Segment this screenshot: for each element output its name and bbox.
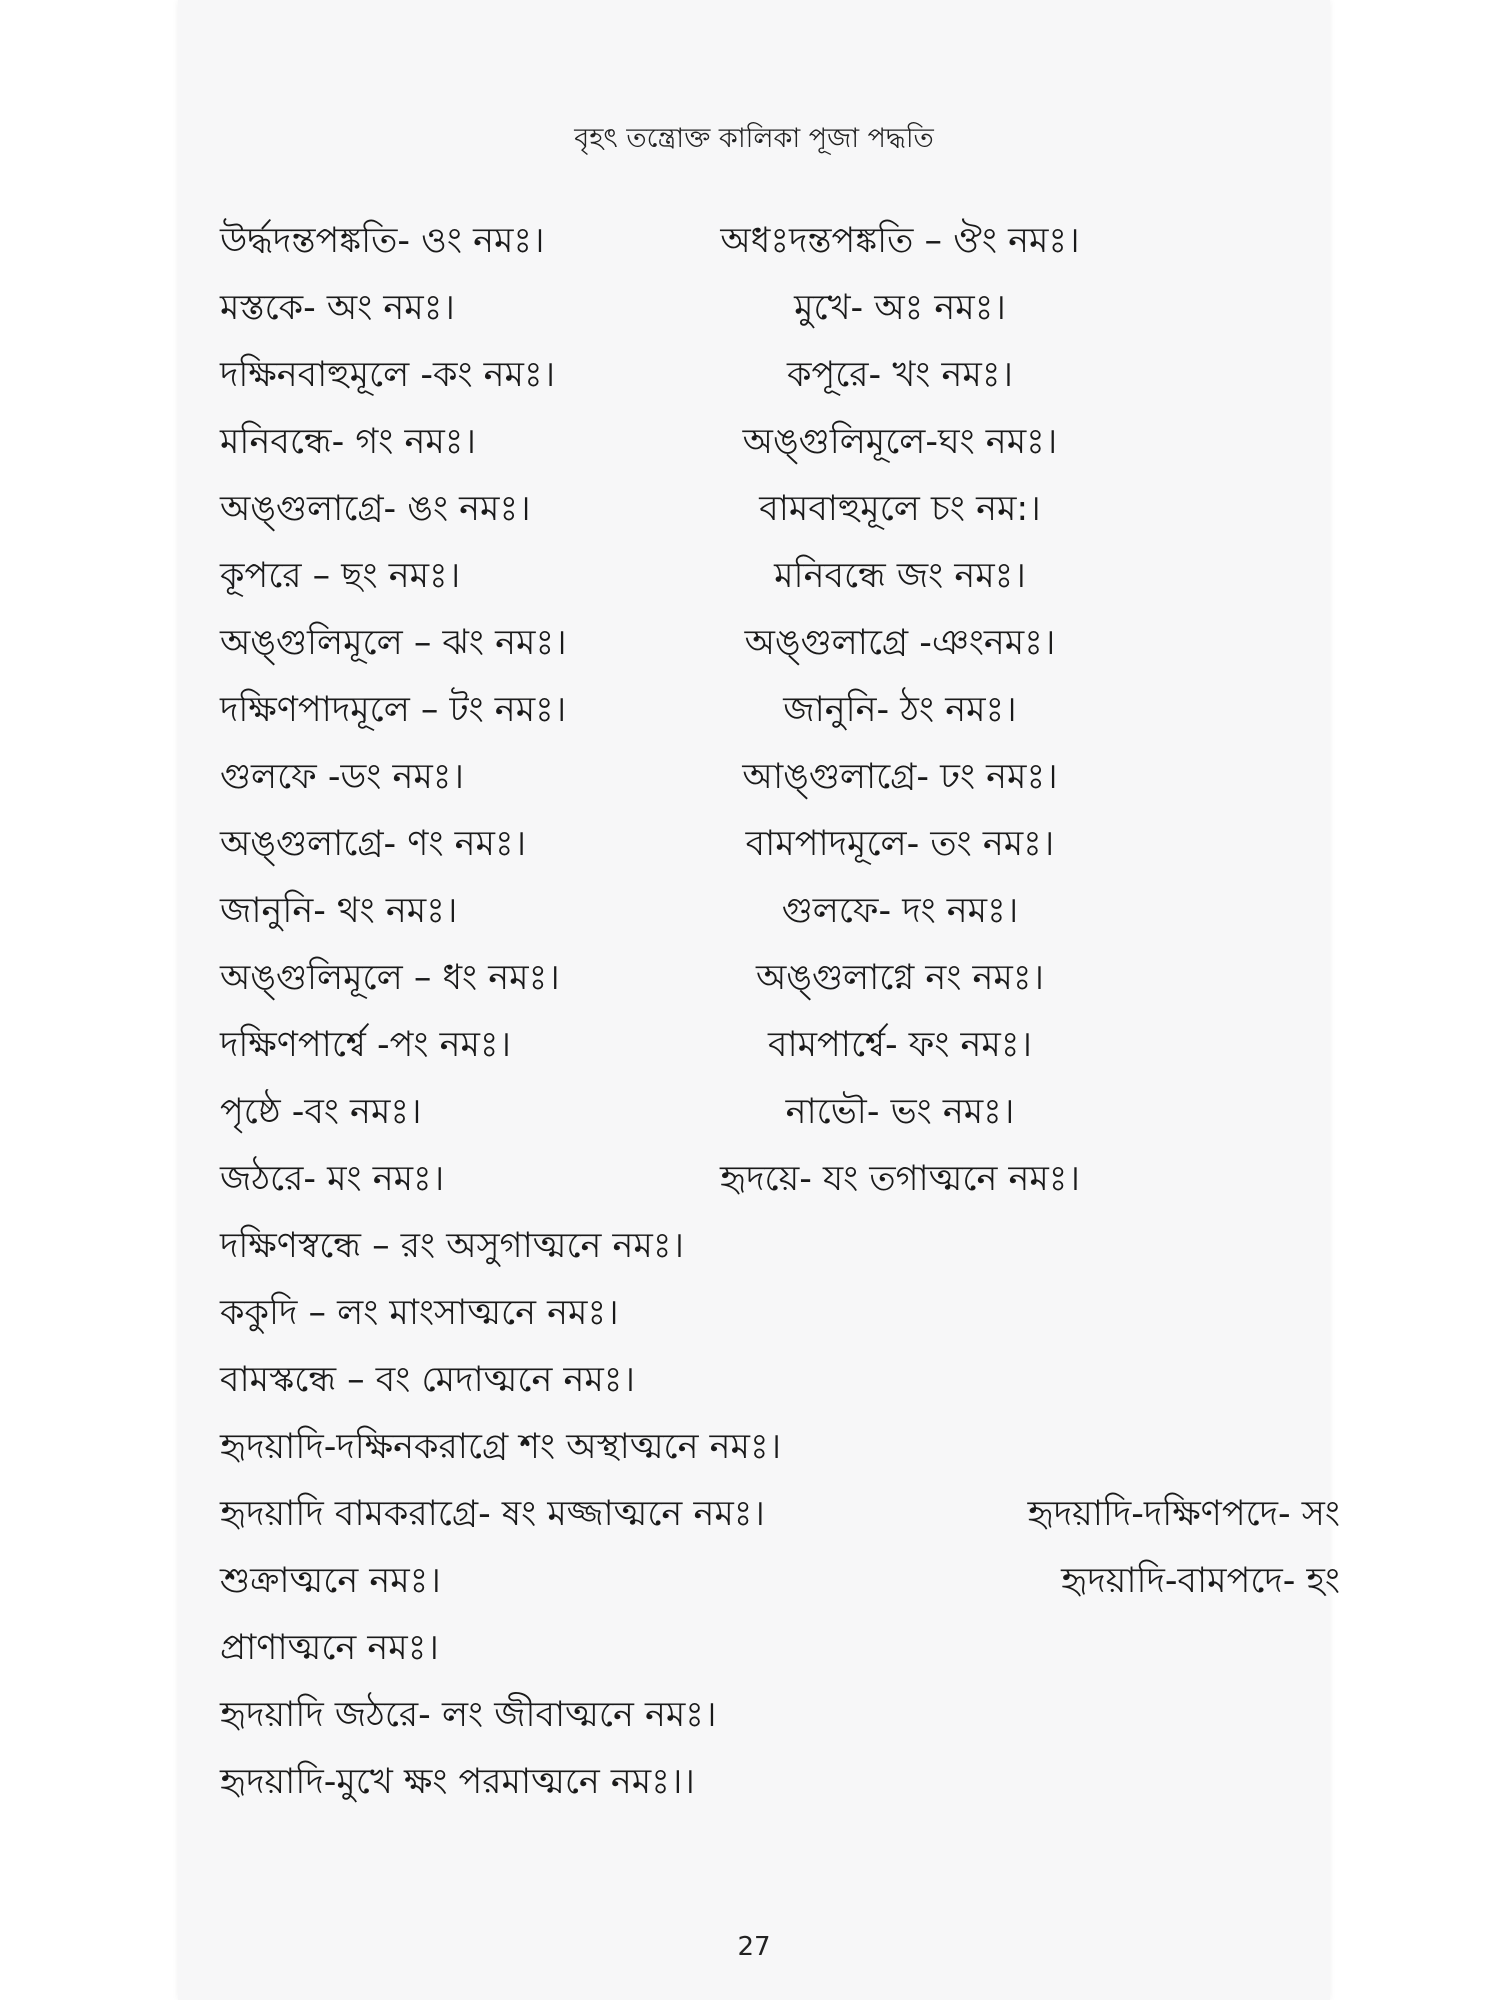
- mantra-line-text: শুক্রাত্মনে নমঃ।: [220, 1561, 441, 1601]
- mantra-left: মস্তকে- অং নমঃ।: [220, 288, 455, 328]
- mantra-text-block: [220, 208, 1340, 1816]
- mantra-right: জানুনি- ঠং নমঃ।: [783, 690, 1017, 730]
- page-number: 27: [737, 1932, 771, 1962]
- mantra-row: [220, 1012, 1330, 1079]
- mantra-left: অঙ্গুলাগ্রে- ণং নমঃ।: [220, 824, 527, 864]
- mantra-line: [220, 1682, 1330, 1749]
- mantra-right: কপূরে- খং নমঃ।: [787, 355, 1013, 395]
- mantra-row: [220, 342, 1330, 409]
- mantra-right: বামবাহুমূলে চং নম:।: [759, 489, 1041, 529]
- mantra-left: জঠরে- মং নমঃ।: [220, 1159, 445, 1199]
- mantra-line: [220, 1749, 1330, 1816]
- mantra-line-text: হৃদয়াদি-দক্ষিনকরাগ্রে শং অস্থাত্মনে নমঃ।: [220, 1427, 782, 1467]
- mantra-row: [220, 811, 1330, 878]
- mantra-line-text: ককুদি – লং মাংসাত্মনে নমঃ।: [220, 1293, 619, 1333]
- mantra-row: [220, 476, 1330, 543]
- mantra-line: [220, 1615, 1330, 1682]
- mantra-right: মনিবন্ধে জং নমঃ।: [774, 556, 1026, 596]
- mantra-left: দক্ষিনবাহুমূলে -কং নমঃ।: [220, 355, 556, 395]
- mantra-row: [220, 208, 1330, 275]
- mantra-right: অঙ্গুলিমূলে-ঘং নমঃ।: [742, 422, 1058, 462]
- mantra-line: [220, 1548, 1340, 1615]
- mantra-line-continuation: হৃদয়াদি-দক্ষিণপদে- সং: [1027, 1494, 1340, 1534]
- mantra-right: বামপাদমূলে- তং নমঃ।: [745, 824, 1055, 864]
- mantra-row: [220, 275, 1330, 342]
- mantra-line-text: হৃদয়াদি জঠরে- লং জীবাত্মনে নমঃ।: [220, 1695, 717, 1735]
- mantra-left: দক্ষিণপার্শ্বে -পং নমঃ।: [220, 1025, 512, 1065]
- mantra-right: হৃদয়ে- যং তগাত্মনে নমঃ।: [719, 1159, 1080, 1199]
- mantra-right: নাভৌ- ভং নমঃ।: [785, 1092, 1015, 1132]
- mantra-left: দক্ষিণপাদমূলে – টং নমঃ।: [220, 690, 567, 730]
- mantra-left: কূপরে – ছং নমঃ।: [220, 556, 461, 596]
- mantra-row: [220, 1146, 1330, 1213]
- mantra-left: উর্দ্ধদন্তপঙ্কতি- ওং নমঃ।: [220, 221, 545, 261]
- mantra-row: [220, 878, 1330, 945]
- running-header: বৃহৎ তন্ত্রোক্ত কালিকা পূজা পদ্ধতি: [574, 123, 934, 154]
- mantra-left: অঙ্গুলিমূলে – ধং নমঃ।: [220, 958, 560, 998]
- mantra-right: আঙ্গুলাগ্রে- ঢং নমঃ।: [742, 757, 1058, 797]
- mantra-line: [220, 1481, 1340, 1548]
- mantra-line-text: হৃদয়াদি বামকরাগ্রে- ষং মজ্জাত্মনে নমঃ।: [220, 1494, 765, 1534]
- mantra-line: [220, 1414, 1330, 1481]
- mantra-left: গুলফে -ডং নমঃ।: [220, 757, 464, 797]
- mantra-right: অধঃদন্তপঙ্কতি – ঔং নমঃ।: [720, 221, 1080, 261]
- mantra-row: [220, 744, 1330, 811]
- mantra-row: [220, 543, 1330, 610]
- mantra-line: [220, 1280, 1330, 1347]
- book-page: [178, 0, 1340, 2000]
- mantra-row: [220, 945, 1330, 1012]
- mantra-line: [220, 1347, 1330, 1414]
- mantra-left: মনিবন্ধে- গং নমঃ।: [220, 422, 476, 462]
- mantra-right: অঙ্গুলাগ্রে -ঞংনমঃ।: [744, 623, 1056, 663]
- mantra-right: মুখে- অঃ নমঃ।: [794, 288, 1006, 328]
- mantra-line-text: বামস্কন্ধে – বং মেদাত্মনে নমঃ।: [220, 1360, 635, 1400]
- mantra-row: [220, 677, 1330, 744]
- mantra-line-continuation: হৃদয়াদি-বামপদে- হং: [1061, 1561, 1340, 1601]
- mantra-line: [220, 1213, 1330, 1280]
- mantra-right: বামপার্শ্বে- ফং নমঃ।: [767, 1025, 1033, 1065]
- mantra-row: [220, 409, 1330, 476]
- mantra-left: অঙ্গুলাগ্রে- ঙং নমঃ।: [220, 489, 531, 529]
- mantra-row: [220, 610, 1330, 677]
- mantra-line-text: হৃদয়াদি-মুখে ক্ষং পরমাত্মনে নমঃ।।: [220, 1762, 695, 1802]
- mantra-left: পৃষ্ঠে -বং নমঃ।: [220, 1092, 422, 1132]
- mantra-line-text: দক্ষিণস্বন্ধে – রং অসুগাত্মনে নমঃ।: [220, 1226, 685, 1266]
- mantra-row: [220, 1079, 1330, 1146]
- mantra-line-text: প্রাণাত্মনে নমঃ।: [220, 1628, 439, 1668]
- mantra-right: অঙ্গুলাগ্নে নং নমঃ।: [755, 958, 1045, 998]
- mantra-left: অঙ্গুলিমূলে – ঝং নমঃ।: [220, 623, 567, 663]
- mantra-right: গুলফে- দং নমঃ।: [781, 891, 1019, 931]
- mantra-left: জানুনি- থং নমঃ।: [220, 891, 458, 931]
